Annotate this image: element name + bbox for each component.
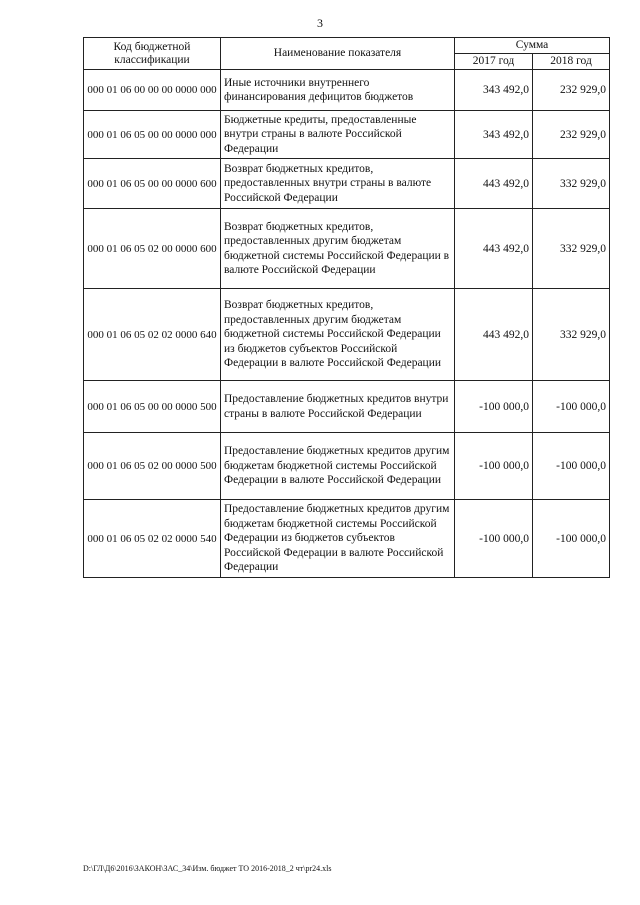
row-name: Предоставление бюджетных кредитов внутри страны в валюте Российской Федерации (221, 381, 455, 433)
table-row (84, 209, 610, 289)
row-name: Предоставление бюджетных кредитов другим бюджетам бюджетной системы Российской Федерации в валюте Российской Федерации (221, 433, 455, 500)
table-row (84, 111, 610, 159)
table-row (84, 289, 610, 381)
row-code: 000 01 06 05 00 00 0000 500 (84, 381, 221, 433)
row-name: Предоставление бюджетных кредитов другим бюджетам бюджетной системы Российской Федерации из бюджетов субъектов Российской Федерации в валюте Российской Федерации (221, 500, 455, 578)
table-row (84, 433, 610, 500)
row-value-2017: -100 000,0 (455, 500, 533, 578)
row-name: Возврат бюджетных кредитов, предоставленных внутри страны в валюте Российской Федерации (221, 159, 455, 209)
header-code: Код бюджетной классификации (84, 38, 221, 70)
page-number: 3 (317, 16, 323, 30)
row-value-2017: 443 492,0 (455, 289, 533, 381)
row-code: 000 01 06 05 02 00 0000 600 (84, 209, 221, 289)
row-value-2018: 232 929,0 (533, 111, 610, 159)
header-sum: Сумма (455, 38, 610, 54)
row-value-2017: -100 000,0 (455, 433, 533, 500)
row-value-2018: 332 929,0 (533, 209, 610, 289)
header-name: Наименование показателя (221, 38, 455, 70)
row-name: Возврат бюджетных кредитов, предоставленных другим бюджетам бюджетной системы Российской Федерации в валюте Российской Федерации (221, 209, 455, 289)
row-value-2018: -100 000,0 (533, 433, 610, 500)
row-value-2018: -100 000,0 (533, 381, 610, 433)
row-value-2017: 443 492,0 (455, 209, 533, 289)
table-row (84, 500, 610, 578)
row-code: 000 01 06 05 02 02 0000 540 (84, 500, 221, 578)
header-year-2017: 2017 год (455, 54, 533, 70)
file-path-footer: D:\ГЛ\Д6\2016\ЗАКОН\ЗАС_34\Изм. бюджет ТО 2016-2018_2 чт\pr24.xls (83, 864, 332, 873)
row-value-2018: 332 929,0 (533, 289, 610, 381)
row-value-2017: 443 492,0 (455, 159, 533, 209)
row-name: Иные источники внутреннего финансирования дефицитов бюджетов (221, 70, 455, 111)
row-value-2018: 332 929,0 (533, 159, 610, 209)
table-row (84, 159, 610, 209)
row-value-2018: 232 929,0 (533, 70, 610, 111)
row-code: 000 01 06 05 00 00 0000 000 (84, 111, 221, 159)
table-row (84, 70, 610, 111)
row-value-2017: 343 492,0 (455, 70, 533, 111)
header-year-2018: 2018 год (533, 54, 610, 70)
row-code: 000 01 06 05 02 00 0000 500 (84, 433, 221, 500)
row-value-2017: 343 492,0 (455, 111, 533, 159)
budget-table (83, 37, 610, 578)
table-row (84, 381, 610, 433)
row-code: 000 01 06 00 00 00 0000 000 (84, 70, 221, 111)
row-value-2017: -100 000,0 (455, 381, 533, 433)
row-code: 000 01 06 05 02 02 0000 640 (84, 289, 221, 381)
row-code: 000 01 06 05 00 00 0000 600 (84, 159, 221, 209)
row-name: Возврат бюджетных кредитов, предоставленных другим бюджетам бюджетной системы Российской Федерации из бюджетов субъектов Российской Федерации в валюте Российской Федерации (221, 289, 455, 381)
row-name: Бюджетные кредиты, предоставленные внутри страны в валюте Российской Федерации (221, 111, 455, 159)
row-value-2018: -100 000,0 (533, 500, 610, 578)
